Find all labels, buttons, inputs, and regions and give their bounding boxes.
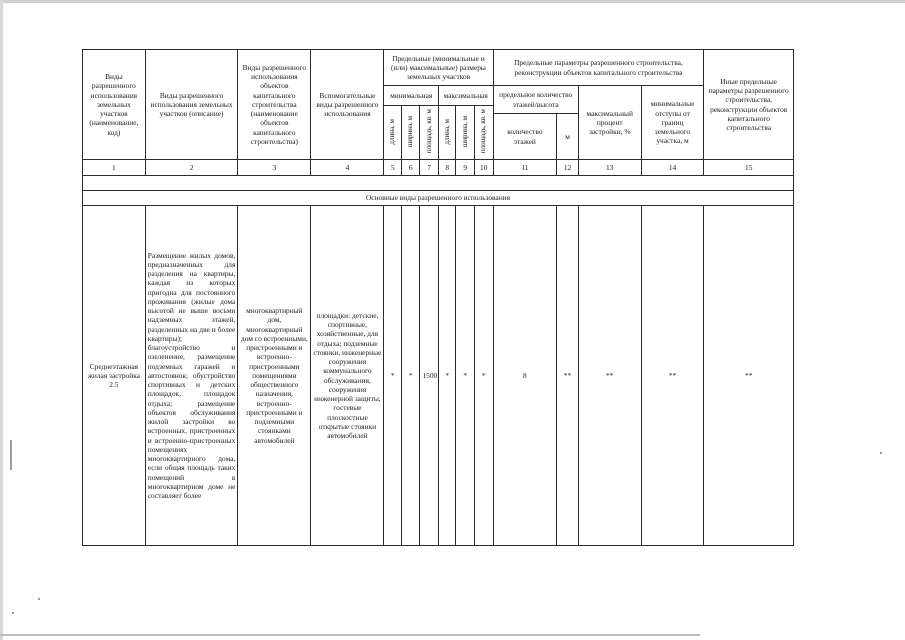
header-max-width: ширина, м — [460, 115, 469, 147]
header-height-m: м — [557, 114, 579, 160]
column-number: 4 — [311, 160, 384, 176]
header-minimum: минимальная — [384, 86, 439, 106]
header-land-use-description: Виды разрешенного использования земельных участков (описание) — [145, 50, 238, 160]
header-capital-objects: Виды разрешенного использования объектов капитального строительства (наименование объектов капитального строительства) — [238, 50, 311, 160]
scan-speck — [12, 612, 14, 614]
column-number: 5 — [384, 160, 401, 176]
column-number: 8 — [438, 160, 455, 176]
header-min-length: длина, м — [388, 118, 397, 145]
column-number: 2 — [145, 160, 238, 176]
min-length-value: * — [384, 206, 401, 546]
other-params-value: ** — [704, 206, 794, 546]
header-min-length-cell — [384, 106, 401, 160]
land-use-name: Среднеэтажная жилая застройка 2.5 — [83, 206, 146, 546]
scan-edge-left — [0, 0, 3, 640]
height-value: ** — [557, 206, 579, 546]
header-min-area-cell — [420, 106, 439, 160]
header-min-width-cell — [401, 106, 420, 160]
max-percent-value: ** — [578, 206, 641, 546]
column-number: 13 — [578, 160, 641, 176]
section-title: Основные виды разрешенного использования — [83, 191, 794, 206]
header-floors-height: предельное количество этажей/высота — [493, 86, 578, 114]
capital-objects: многоквартирный дом, многоквартирный дом со встроенными, пристроенными и встроенно-пристроенными помещениями общественного назначения, встроенно-пристроенными и подземными стоянками автомобилей — [238, 206, 311, 546]
scan-speck — [38, 598, 40, 600]
auxiliary-uses: площадки: детские, спортивные, хозяйственные, для отдыха; подземные стоянки, инженерные сооружения коммунального обслуживания, сооружения инженерной защиты, гостевые плоскостные открытые стоянки автомобилей — [311, 206, 384, 546]
header-other-params: Иные предельные параметры разрешенного строительства, реконструкции объектов капитального строительства — [704, 50, 794, 160]
header-max-length-cell — [438, 106, 455, 160]
column-number: 14 — [641, 160, 704, 176]
header-max-area: площадь, кв. м — [479, 109, 488, 154]
min-width-value: * — [401, 206, 420, 546]
scan-edge-top — [0, 0, 905, 3]
binder-mark — [10, 440, 12, 470]
header-plot-size-limits: Предельные (минимальные и (или) максимальные) размеры земельных участков — [384, 50, 493, 86]
max-area-value: * — [474, 206, 493, 546]
header-min-area: площадь, кв. м — [424, 109, 433, 154]
column-number: 7 — [420, 160, 439, 176]
min-setback-value: ** — [641, 206, 704, 546]
land-use-description: Размещение жилых домов, предназначенных для разделения на квартиры, каждая из которых пригодна для постоянного проживания (жилые дома высотой не выше восьми надземных этажей, разделенных на две и более квартиры); благоустройство и озеленение, размещение подземных гаражей и автостоянок; обустройство спортивных и детских площадок, площадок отдыха; размещение объектов обслуживания жилой застройки во встроенных, пристроенных и встроенно-пристроенных помещениях многоквартирного дома, если общая площадь таких помещений в многоквартирном доме не составляет более — [145, 206, 238, 546]
floors-value: 8 — [493, 206, 557, 546]
column-number: 10 — [474, 160, 493, 176]
column-number: 6 — [401, 160, 420, 176]
regulations-table — [82, 49, 794, 546]
max-width-value: * — [456, 206, 475, 546]
column-number: 12 — [557, 160, 579, 176]
column-number: 1 — [83, 160, 146, 176]
header-auxiliary-uses: Вспомогательные виды разрешенного использования — [311, 50, 384, 160]
header-max-length: длина, м — [442, 118, 451, 145]
header-min-setback: минимальные отступы от границ земельного участка, м — [641, 86, 704, 160]
header-max-build-percent: максимальный процент застройки, % — [578, 86, 641, 160]
table-gap-row — [83, 176, 794, 191]
scan-speck — [880, 452, 882, 454]
column-number: 11 — [493, 160, 557, 176]
header-land-use-name: Виды разрешенного использования земельных участков (наименование, код) — [83, 50, 146, 160]
header-maximum: максимальная — [438, 86, 493, 106]
scan-edge-bottom — [0, 634, 700, 636]
max-length-value: * — [438, 206, 455, 546]
column-number: 9 — [456, 160, 475, 176]
min-area-value: 1500 — [420, 206, 439, 546]
column-number: 3 — [238, 160, 311, 176]
header-max-area-cell — [474, 106, 493, 160]
header-floors-count: количество этажей — [493, 114, 557, 160]
header-min-width: ширина, м — [406, 115, 415, 147]
header-construction-params: Предельные параметры разрешенного строительства, реконструкции объектов капитального строительства — [493, 50, 704, 86]
column-number: 15 — [704, 160, 794, 176]
header-max-width-cell — [456, 106, 475, 160]
